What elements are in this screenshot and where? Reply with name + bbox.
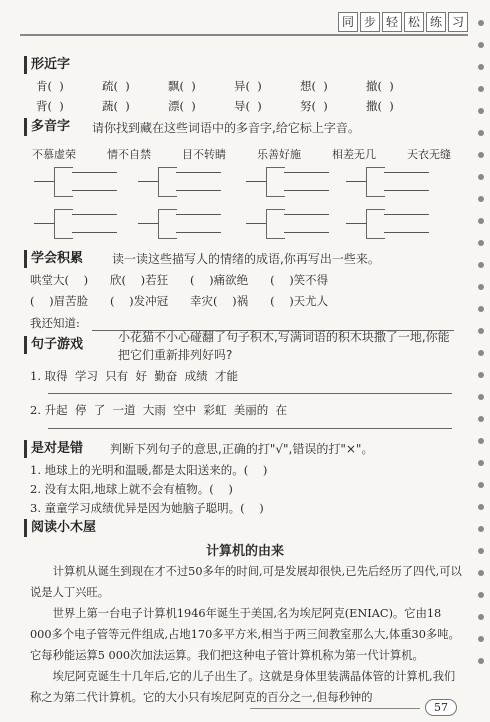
char-item: 蔬( ): [102, 99, 130, 113]
section-title-juzi: 句子游戏: [24, 336, 83, 354]
juzi-answer-2[interactable]: [48, 428, 452, 429]
footer-divider: [250, 708, 420, 709]
section-title-duicuo: 是对是错: [24, 440, 83, 458]
header-title: [338, 12, 468, 32]
juzi-answer-1[interactable]: [48, 393, 452, 394]
reading-paragraph-3: 埃尼阿克诞生十几年后,它的儿子出生了。这就是身体里装满晶体管的计算机,我们称之为第二代计算机。它的大小只有埃尼阿克的百分之一,但每秒钟的: [30, 670, 456, 704]
juzi-question-1: 1. 取得 学习 只有 好 勤奋 成绩 才能: [30, 369, 238, 383]
section-title-jilei: 学会积累: [24, 250, 83, 268]
juzi-instruction-1: 小花猫不小心碰翻了句子积木,写满词语的积木块撒了一地,你能: [118, 330, 450, 344]
idiom-list: [32, 146, 482, 162]
xingjin-row-1: [36, 78, 432, 94]
char-item: 想( ): [300, 79, 328, 93]
char-item: 肯( ): [36, 79, 64, 93]
header-char: 同: [338, 12, 358, 32]
page-number: 57: [425, 699, 457, 716]
idiom: 目不转睛: [182, 148, 226, 161]
reading-paragraph-1: 计算机从诞生到现在才不过50多年的时间,可是发展却很快,已先后经历了四代,可以说是人丁兴旺。: [30, 565, 462, 599]
reading-title: 计算机的由来: [205, 544, 284, 559]
header-char: 轻: [382, 12, 402, 32]
section-title-reading: 阅读小木屋: [24, 519, 96, 537]
xingjin-row-2: [36, 98, 432, 114]
char-item: 撤( ): [366, 79, 394, 93]
duicuo-question-1: 1. 地球上的光明和温暖,都是太阳送来的。( ): [30, 463, 268, 477]
idiom: 乐善好施: [257, 148, 301, 161]
header-char: 练: [426, 12, 446, 32]
char-item: 漂( ): [168, 99, 196, 113]
char-item: 疏( ): [102, 79, 130, 93]
jilei-row-2: ( )眉苦脸 ( )发冲冠 幸灾( )祸 ( )天尤人: [30, 294, 329, 308]
idiom: 情不自禁: [107, 148, 151, 161]
section-title-xingjin: 形近字: [24, 56, 70, 74]
char-item: 背( ): [36, 99, 64, 113]
juzi-instruction-2: 把它们重新排列好吗?: [118, 348, 233, 362]
header-char: 习: [448, 12, 468, 32]
duicuo-instruction: 判断下列句子的意思,正确的打"√",错误的打"×"。: [110, 442, 374, 456]
char-item: 努( ): [300, 99, 328, 113]
header-divider: [20, 34, 468, 42]
idiom: 不慕虚荣: [32, 148, 76, 161]
char-item: 撒( ): [366, 99, 394, 113]
section-title-duoyin: 多音字: [24, 118, 70, 136]
jilei-instruction: 读一读这些描写人的情绪的成语,你再写出一些来。: [112, 252, 380, 266]
jilei-row-1: 哄堂大( ) 欣( )若狂 ( )痛欲绝 ( )笑不得: [30, 273, 329, 287]
char-item: 飘( ): [168, 79, 196, 93]
jilei-row-3: 我还知道:: [30, 316, 80, 330]
duoyin-instruction: 请你找到藏在这些词语中的多音字,给它标上字音。: [92, 121, 360, 135]
char-item: 导( ): [234, 99, 262, 113]
header-char: 步: [360, 12, 380, 32]
char-item: 异( ): [234, 79, 262, 93]
idiom: 天衣无缝: [407, 148, 451, 161]
juzi-question-2: 2. 升起 停 了 一道 大雨 空中 彩虹 美丽的 在: [30, 403, 288, 417]
binding-holes: [474, 20, 488, 702]
reading-paragraph-2: 世界上第一台电子计算机1946年诞生于美国,名为埃尼阿克(ENIAC)。它由18 000多个电子管等元件组成,占地170多平方米,相当于两三间教室那么大,体重30多吨。它每秒能运算5 000次加法运算。我们把这种电子管计算机称为第一代计算机。: [30, 607, 460, 662]
header-char: 松: [404, 12, 424, 32]
duicuo-question-3: 3. 童童学习成绩优异是因为她脑子聪明。( ): [30, 501, 264, 515]
idiom: 相差无几: [332, 148, 376, 161]
duicuo-question-2: 2. 没有太阳,地球上就不会有植物。( ): [30, 482, 233, 496]
